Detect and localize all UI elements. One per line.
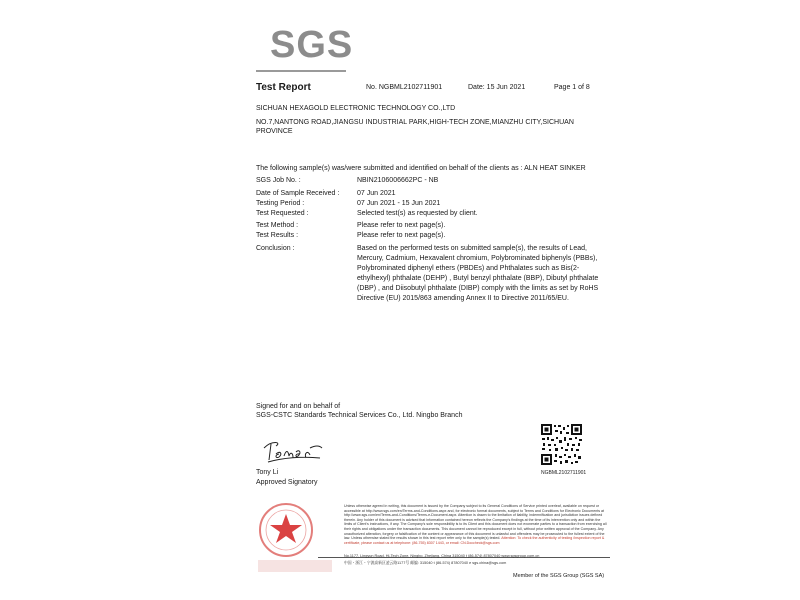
qr-code xyxy=(540,423,583,466)
signatory-name: Tony Li xyxy=(256,469,279,476)
field-value-testing-period: 07 Jun 2021 - 15 Jun 2021 xyxy=(357,200,441,207)
field-value-date-received: 07 Jun 2021 xyxy=(357,190,396,197)
field-value-test-requested: Selected test(s) as requested by client. xyxy=(357,210,478,217)
field-label-date-received: Date of Sample Received : xyxy=(256,190,340,197)
page-number: Page 1 of 8 xyxy=(554,84,590,91)
sgs-group-membership: Member of the SGS Group (SGS SA) xyxy=(513,573,605,579)
field-value-test-method: Please refer to next page(s). xyxy=(357,222,446,229)
field-label-test-results: Test Results : xyxy=(256,232,299,239)
logo-divider xyxy=(256,70,346,72)
signatory-role: Approved Signatory xyxy=(256,479,318,486)
signed-on-behalf xyxy=(256,402,476,420)
report-title: Test Report xyxy=(256,82,311,93)
field-label-job-no: SGS Job No. : xyxy=(256,177,301,184)
field-label-test-requested: Test Requested : xyxy=(256,210,309,217)
handwritten-signature xyxy=(262,436,324,466)
terms-body: Unless otherwise agreed in writing, this document is issued by the Company subject to its General Conditions of Service printed overleaf, available on request or accessible at http://www.sgs.com/en/Terms-and-Conditions.aspx and, for electronic format documents, subject to Terms and Conditions for Electronic Documents at http://www.sgs.com/en/Terms-and-Conditions/Terms-e-Document.aspx. Attention is drawn to the limitation of liability, indemnification and jurisdiction issues defined therein. Any holder of this document is advised that information contained hereon reflects the Company's findings at the time of its intervention only and within the limits of Client's instructions, if any. The Company's sole responsibility is to its Client and this document does not exonerate parties to a transaction from exercising all their rights and obligations under the transaction documents. This document cannot be reproduced except in full, without prior written approval of the Company. Any unauthorized alteration, forgery or falsification of the content or appearance of this document is unlawful and offenders may be prosecuted to the fullest extent of the law. Unless otherwise stated the results shown in this test report refer only to the sample(s) tested. xyxy=(344,504,607,541)
sgs-logo: SGS xyxy=(270,24,354,66)
qr-caption: NGBML2102711901 xyxy=(541,470,587,476)
conclusion-text: Based on the performed tests on submitted sample(s), the results of Lead, Mercury, Cadmium, Hexavalent chromium, Polybrominated biphenyls (PBBs), Polybrominated diphenyl ethers (PBDEs) and Phthalates such as Bis(2-ethylhexyl) phthalate (DEHP) , Butyl benzyl phthalate (BBP), Dibutyl phthalate (DBP) , and Diisobutyl phthalate (DIBP) comply with the limits as set by RoHS Directive (EU) 2015/863 amending Annex II to Directive 2011/65/EU. xyxy=(357,245,599,302)
client-address: NO.7,NANTONG ROAD,JIANGSU INDUSTRIAL PARK,HIGH-TECH ZONE,MIANZHU CITY,SICHUAN PROVINCE xyxy=(256,119,574,135)
chinese-address: 中国・浙江・宁波高新区凌云路1177号 邮编: 315040 t (86-574) 87807040 e sgs.china@sgs.com xyxy=(344,561,507,565)
field-label-testing-period: Testing Period : xyxy=(256,200,305,207)
official-seal-stamp xyxy=(256,500,336,576)
signed-line-1: Signed for and on behalf of xyxy=(256,403,341,410)
field-value-test-results: Please refer to next page(s). xyxy=(357,232,446,239)
report-date: Date: 15 Jun 2021 xyxy=(468,84,526,91)
authenticity-notice: Attention: To check the authenticity of testing /inspection report & certificate, please contact us at telephone: (86-755) 8307 1443, or email: CN.Doccheck@sgs.com xyxy=(344,536,605,545)
terms-fineprint xyxy=(344,504,609,545)
conclusion-label: Conclusion : xyxy=(256,245,295,252)
report-number: No. NGBML2102711901 xyxy=(366,84,443,91)
field-label-test-method: Test Method : xyxy=(256,222,299,229)
field-value-job-no: NBIN2106006662PC - NB xyxy=(357,177,439,184)
english-address: No.1177, Lingyun Road, Hi-Tech Zone, Ningbo, Zhejiang, China 315040 t (86-574) 87807040 www.sgsgroup.com.cn xyxy=(344,554,540,558)
signed-line-2: SGS-CSTC Standards Technical Services Co., Ltd. Ningbo Branch xyxy=(256,412,463,419)
client-company: SICHUAN HEXAGOLD ELECTRONIC TECHNOLOGY CO.,LTD xyxy=(256,105,456,112)
sample-intro: The following sample(s) was/were submitted and identified on behalf of the clients as : ALN HEAT SINKER xyxy=(256,165,586,172)
